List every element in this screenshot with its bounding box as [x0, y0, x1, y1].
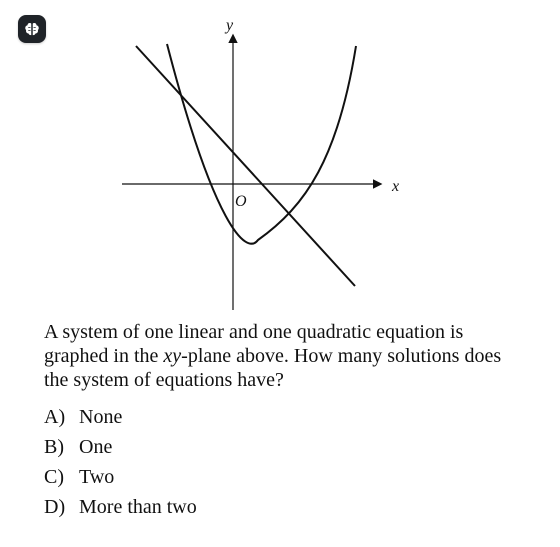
- choice-letter: A): [44, 406, 66, 428]
- question-text-before: A system of one linear and one quadratic equation is graphed in the: [44, 321, 464, 367]
- choice-d[interactable]: [44, 492, 197, 522]
- choice-text: One: [79, 436, 113, 458]
- brain-icon: [23, 20, 41, 38]
- choice-a[interactable]: [44, 402, 197, 432]
- x-axis-label: x: [392, 178, 400, 195]
- choice-c[interactable]: [44, 462, 197, 492]
- choice-letter: B): [44, 436, 64, 458]
- app-badge[interactable]: [18, 15, 46, 43]
- choice-letter: D): [44, 496, 66, 518]
- choice-b[interactable]: [44, 432, 197, 462]
- choice-text: Two: [79, 466, 115, 488]
- choice-letter: C): [44, 466, 64, 488]
- graph-svg: [110, 18, 410, 318]
- quadratic-curve: [167, 44, 356, 244]
- question-emphasis: xy: [163, 345, 182, 367]
- origin-label: O: [235, 193, 247, 210]
- system-graph-figure: [110, 18, 410, 318]
- question-text-after: -plane above. How many solutions does the system of equations have?: [44, 345, 502, 391]
- choice-text: None: [79, 406, 123, 428]
- y-axis-label: y: [226, 18, 234, 34]
- answer-choices: [44, 402, 197, 522]
- choice-text: More than two: [79, 496, 197, 518]
- question-text: [44, 320, 514, 392]
